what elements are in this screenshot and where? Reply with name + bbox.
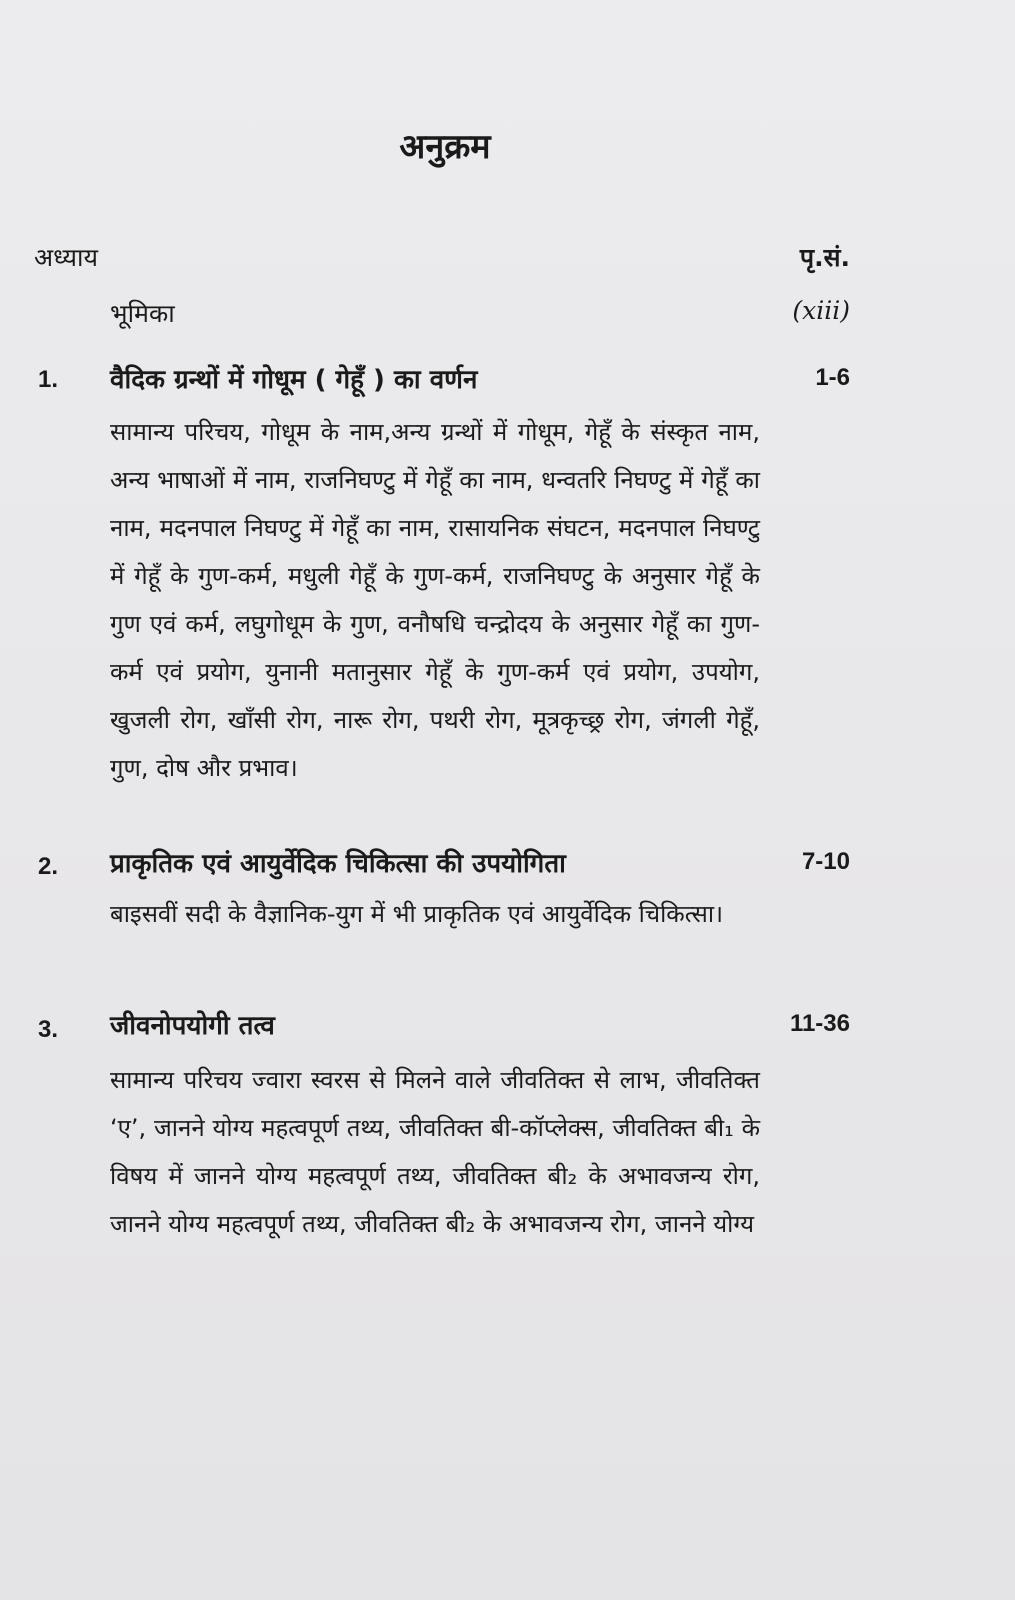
page-column-header: पृ.सं. — [799, 243, 850, 272]
chapter-description: सामान्य परिचय, गोधूम के नाम,अन्य ग्रन्थों में गोधूम, गेहूँ के संस्कृत नाम, अन्य भाषाओं में नाम, राजनिघण्टु में गेहूँ का नाम, धन्वतरि निघण्टु में गेहूँ का नाम, मदनपाल निघण्टु में गेहूँ का नाम, रासायनिक संघटन, मदनपाल निघण्टु में गेहूँ के गुण-कर्म, मधुली गेहूँ के गुण-कर्म, राजनिघण्टु के अनुसार गेहूँ के गुण एवं कर्म, लघुगोधूम के गुण, वनौषधि चन्द्रोदय के अनुसार गेहूँ का गुण-कर्म एवं प्रयोग, युनानी मतानुसार गेहूँ के गुण-कर्म एवं प्रयोग, उपयोग, खुजली रोग, खाँसी रोग, नारू रोग, पथरी रोग, मूत्रकृच्छ्र रोग, जंगली गेहूँ, गुण, दोष और प्रभाव। — [110, 418, 760, 782]
chapter-number: 2. — [38, 853, 59, 880]
chapter-pages: 11-36 — [789, 1010, 850, 1037]
preface-label: भूमिका — [110, 299, 175, 328]
chapter-title: वैदिक ग्रन्थों में गोधूम ( गेहूँ ) का वर्णन — [110, 365, 478, 395]
chapter-pages: 7-10 — [801, 848, 850, 875]
chapter-number: 1. — [38, 366, 59, 393]
chapter-title: जीवनोपयोगी तत्व — [110, 1011, 275, 1041]
chapter-pages: 1-6 — [815, 364, 850, 391]
chapter-column-header: अध्याय — [34, 243, 98, 272]
chapter-description: सामान्य परिचय ज्वारा स्वरस से मिलने वाले जीवतिक्त से लाभ, जीवतिक्त ‘ए’, जानने योग्य महत्वपूर्ण तथ्य, जीवतिक्त बी-कॉप्लेक्स, जीवतिक्त बी₁ के विषय में जानने योग्य महत्वपूर्ण तथ्य, जीवतिक्त बी₂ के अभावजन्य रोग, जानने योग्य महत्वपूर्ण तथ्य, जीवतिक्त बी₂ के अभावजन्य रोग, जानने योग्य — [110, 1066, 760, 1238]
chapter-title: प्राकृतिक एवं आयुर्वेदिक चिकित्सा की उपयोगिता — [110, 849, 566, 879]
chapter-description: बाइसवीं सदी के वैज्ञानिक-युग में भी प्राकृतिक एवं आयुर्वेदिक चिकित्सा। — [110, 900, 724, 928]
chapter-number: 3. — [38, 1016, 59, 1043]
page-title: अनुक्रम — [399, 127, 491, 167]
preface-page: (xiii) — [792, 296, 850, 325]
